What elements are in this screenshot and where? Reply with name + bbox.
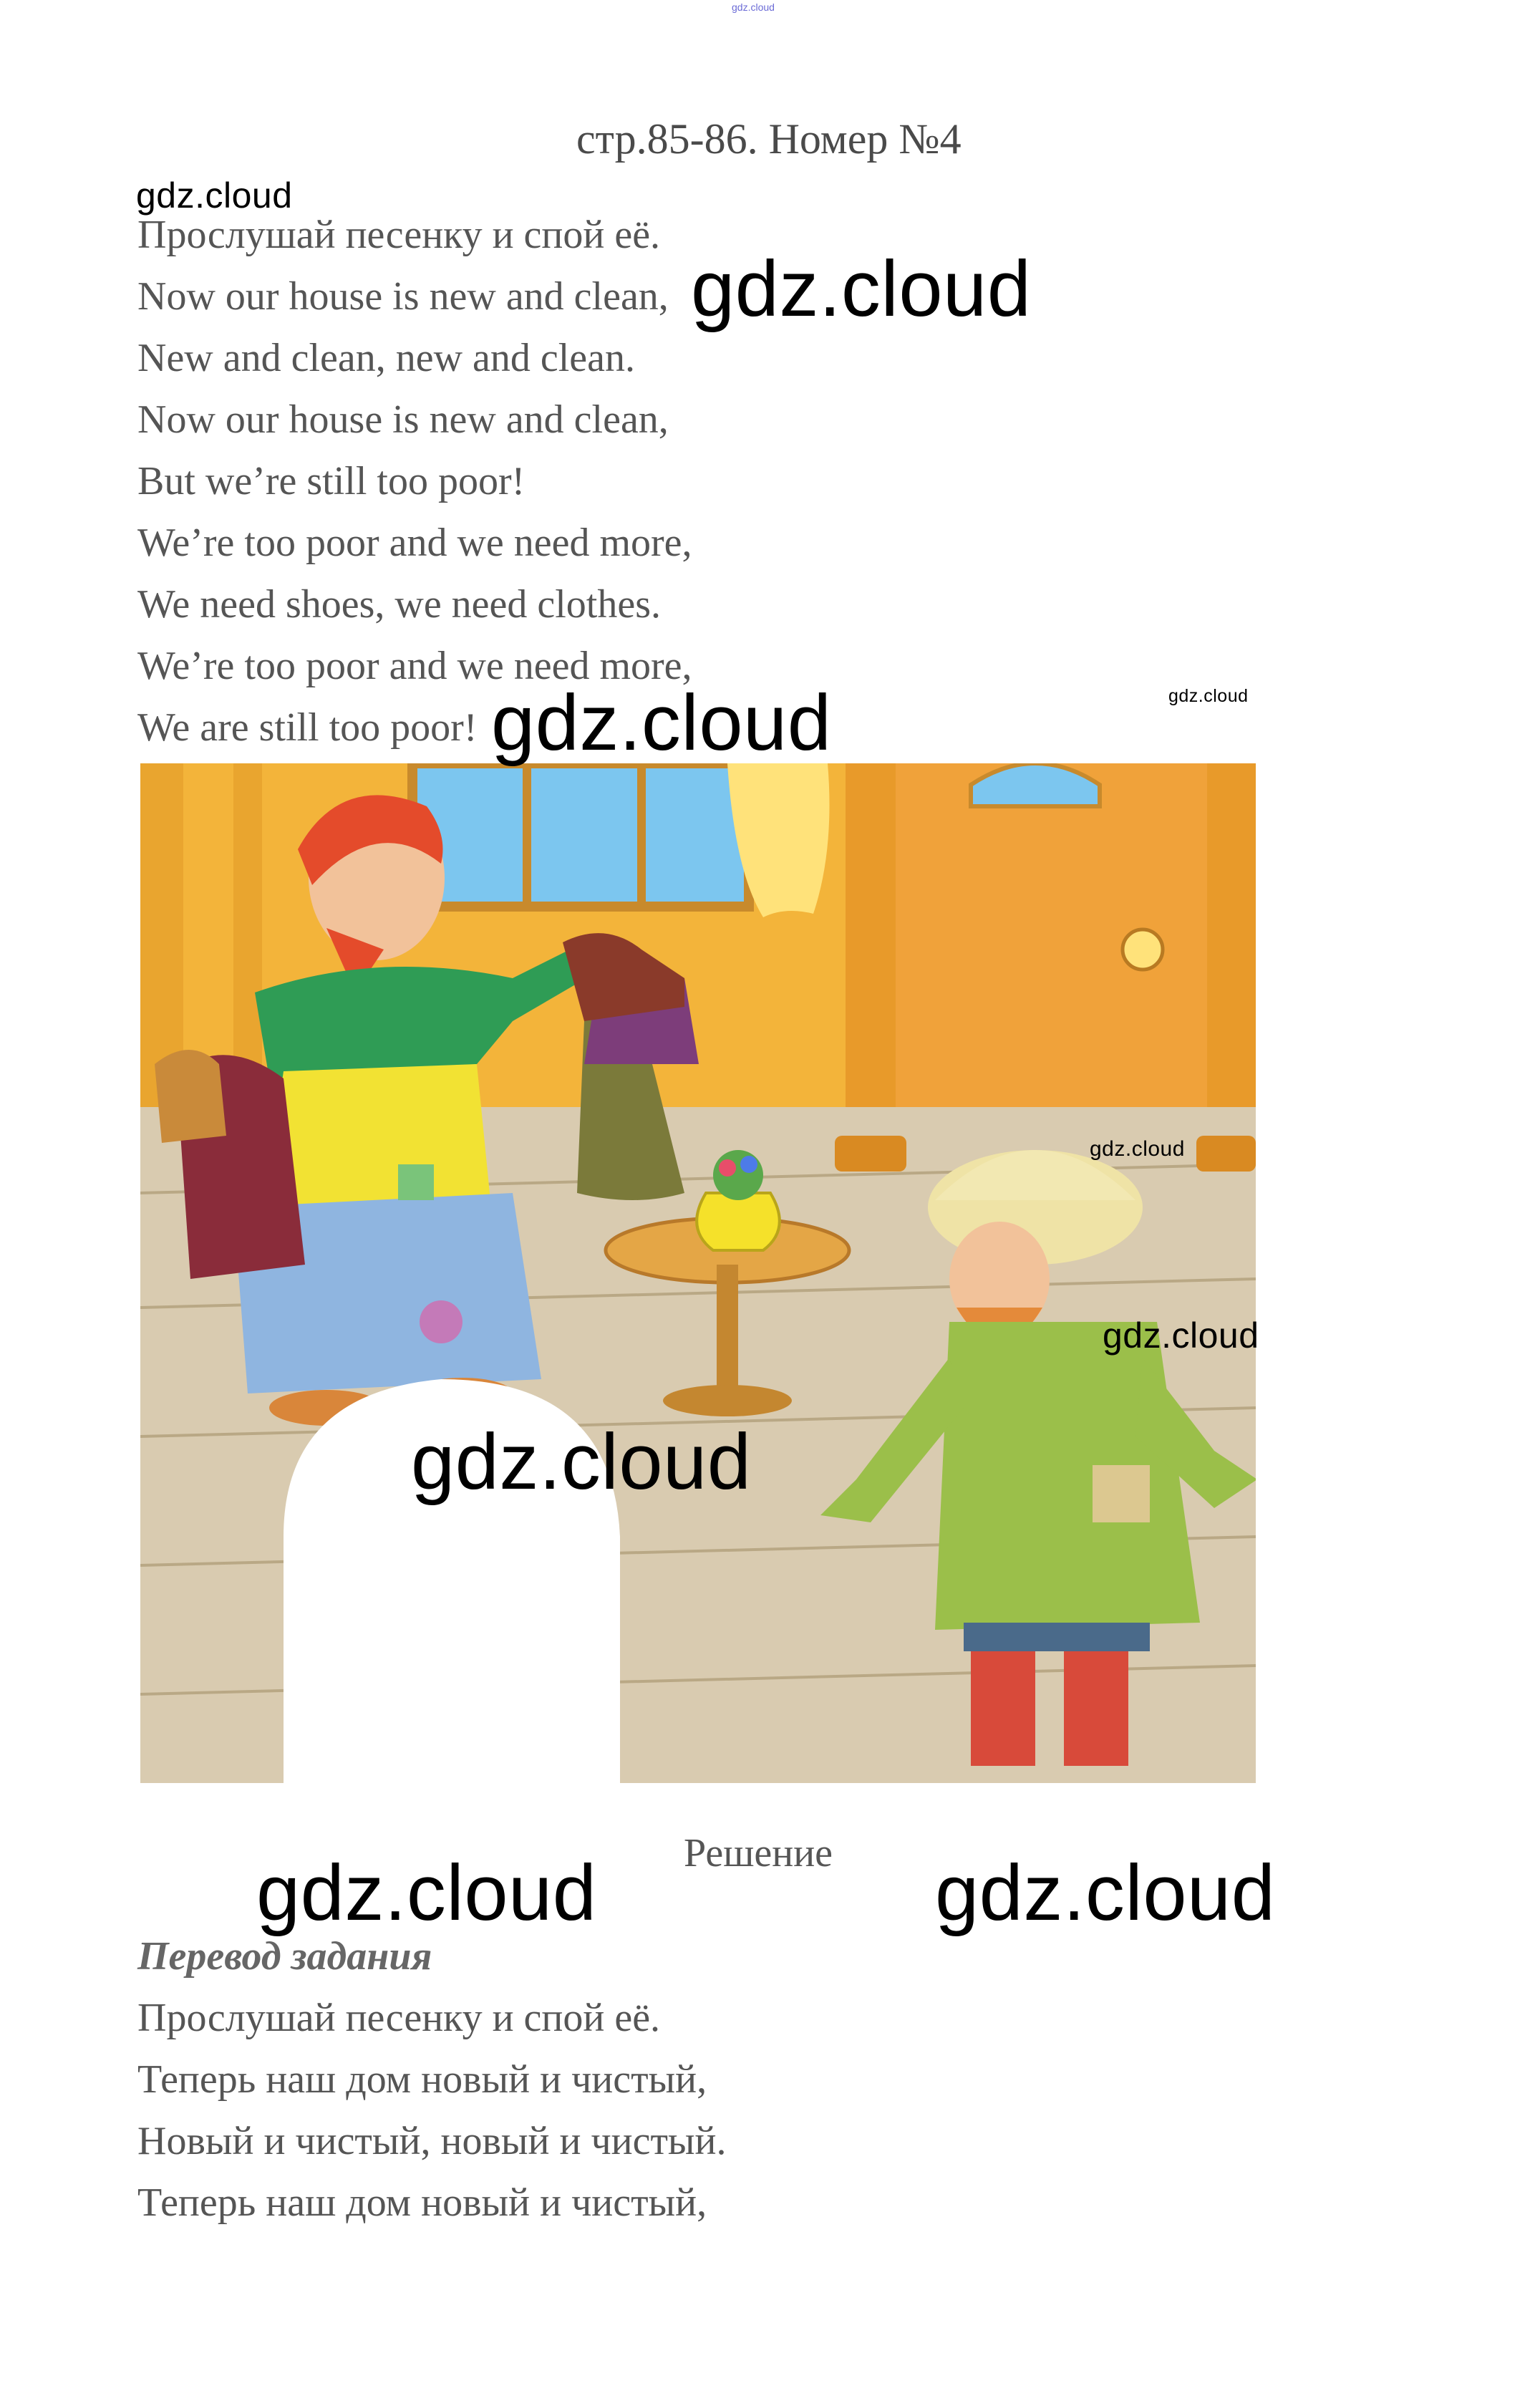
top-watermark: gdz.cloud xyxy=(732,1,775,13)
watermark: gdz.cloud xyxy=(935,1849,1276,1937)
watermark: gdz.cloud xyxy=(411,1418,752,1506)
cartoon-illustration-icon xyxy=(140,763,1256,1783)
translation-line-4: Теперь наш дом новый и чистый, xyxy=(137,2180,707,2225)
song-line-9: We are still too poor! xyxy=(137,705,478,750)
watermark: gdz.cloud xyxy=(1103,1315,1259,1356)
watermark: gdz.cloud xyxy=(1168,686,1249,706)
song-line-5: But we’re still too poor! xyxy=(137,459,526,503)
translation-line-1: Прослушай песенку и спой её. xyxy=(137,1996,661,2040)
translation-line-2: Теперь наш дом новый и чистый, xyxy=(137,2057,707,2102)
translation-heading: Перевод задания xyxy=(137,1934,432,1979)
watermark: gdz.cloud xyxy=(1090,1137,1185,1161)
song-line-8: We’re too poor and we need more, xyxy=(137,644,692,688)
song-line-3: New and clean, new and clean. xyxy=(137,336,635,380)
solution-label: Решение xyxy=(684,1831,833,1875)
watermark: gdz.cloud xyxy=(136,175,293,216)
song-line-6: We’re too poor and we need more, xyxy=(137,521,692,565)
translation-line-3: Новый и чистый, новый и чистый. xyxy=(137,2119,727,2163)
song-line-1: Прослушай песенку и спой её. xyxy=(137,213,661,257)
page-title: стр.85-86. Номер №4 xyxy=(576,115,962,163)
watermark: gdz.cloud xyxy=(491,679,832,767)
cartoon-illustration xyxy=(140,763,1256,1783)
song-line-2: Now our house is new and clean, xyxy=(137,274,669,319)
song-line-7: We need shoes, we need clothes. xyxy=(137,582,662,627)
watermark: gdz.cloud xyxy=(691,245,1032,333)
watermark: gdz.cloud xyxy=(256,1849,597,1937)
song-line-4: Now our house is new and clean, xyxy=(137,397,669,442)
